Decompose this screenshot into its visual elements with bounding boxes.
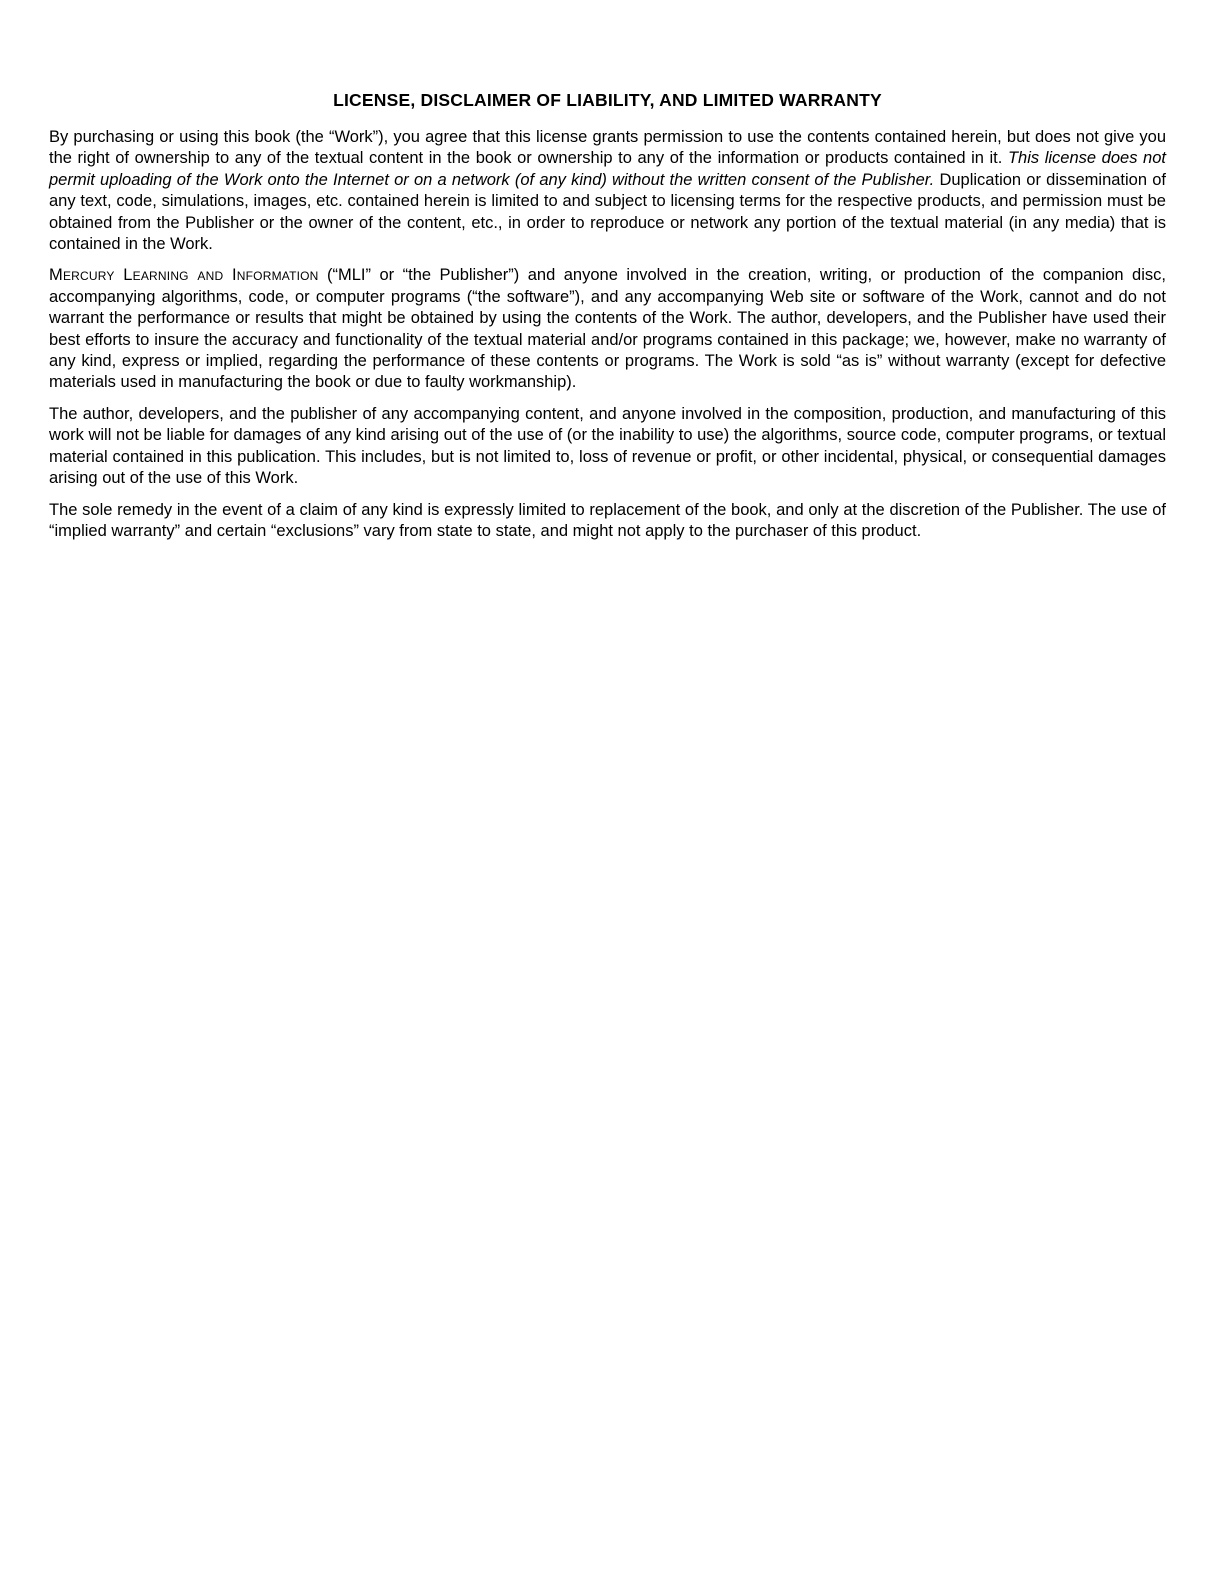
paragraph: [49, 500, 1166, 543]
text-segment: Mercury Learning and Information: [49, 266, 319, 285]
license-body: [49, 127, 1166, 542]
text-segment: Duplication or dissemination of any text, code, simulations, images, etc. contained herein is limited to and subject to licensing terms for the respective products, and permission must be obtained from the Publisher or the owner of the content, etc., in order to reproduce or network any portion of the textual material (in any media) that is contained in the Work.: [49, 170, 1166, 254]
text-segment: This license does not permit uploading of the Work onto the Internet or on a network (of any kind) without the written consent of the Publisher.: [49, 149, 1166, 189]
paragraph: [49, 127, 1166, 255]
paragraph: [49, 404, 1166, 490]
page-title: LICENSE, DISCLAIMER OF LIABILITY, AND LIMITED WARRANTY: [333, 90, 882, 110]
paragraph: [49, 265, 1166, 393]
text-segment: The sole remedy in the event of a claim of any kind is expressly limited to replacement of the book, and only at the discretion of the Publisher. The use of “implied warranty” and certain “exclusions” vary from state to state, and might not apply to the purchaser of this product.: [49, 500, 1166, 540]
text-segment: By purchasing or using this book (the “Work”), you agree that this license grants permission to use the contents contained herein, but does not give you the right of ownership to any of the textual content in the book or ownership to any of the information or products contained in it.: [49, 128, 1166, 168]
text-segment: The author, developers, and the publisher of any accompanying content, and anyone involved in the composition, production, and manufacturing of this work will not be liable for damages of any kind arising out of the use of (or the inability to use) the algorithms, source code, computer programs, or textual material contained in this publication. This includes, but is not limited to, loss of revenue or profit, or other incidental, physical, or consequential damages arising out of the use of this Work.: [49, 404, 1166, 488]
text-segment: (“MLI” or “the Publisher”) and anyone involved in the creation, writing, or production of the companion disc, accompanying algorithms, code, or computer programs (“the software”), and any accompanying Web site or software of the Work, cannot and do not warrant the performance or results that might be obtained by using the contents of the Work. The author, developers, and the Publisher have used their best efforts to insure the accuracy and functionality of the textual material and/or programs contained in this package; we, however, make no warranty of any kind, express or implied, regarding the performance of these contents or programs. The Work is sold “as is” without warranty (except for defective materials used in manufacturing the book or due to faulty workmanship).: [49, 266, 1166, 392]
